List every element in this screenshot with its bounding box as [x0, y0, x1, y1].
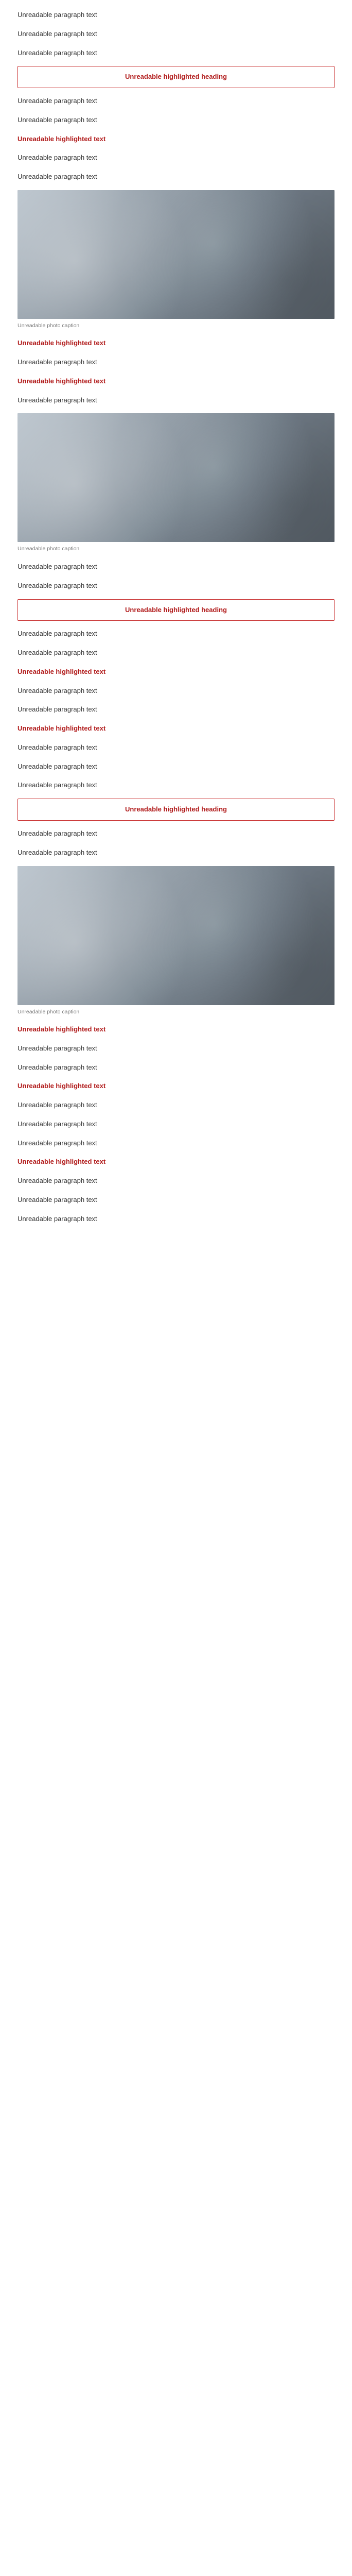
paragraph: Unreadable paragraph text [17, 154, 97, 162]
callout-title: Unreadable highlighted heading [125, 605, 227, 614]
paragraph: Unreadable paragraph text [17, 848, 97, 856]
paragraph: Unreadable paragraph text [17, 743, 97, 751]
photo-caption: Unreadable photo caption [17, 1008, 80, 1015]
paragraph: Unreadable paragraph text [17, 1044, 97, 1052]
paragraph: Unreadable paragraph text [17, 1101, 97, 1109]
paragraph: Unreadable paragraph text [17, 630, 97, 638]
highlighted-paragraph: Unreadable highlighted text [17, 724, 106, 733]
highlighted-paragraph: Unreadable highlighted text [17, 1082, 106, 1090]
article-photo [17, 866, 335, 1005]
paragraph: Unreadable paragraph text [17, 1195, 97, 1204]
paragraph: Unreadable paragraph text [17, 1214, 97, 1223]
paragraph: Unreadable paragraph text [17, 11, 97, 19]
paragraph: Unreadable paragraph text [17, 1177, 97, 1185]
paragraph: Unreadable paragraph text [17, 581, 97, 589]
photo-caption: Unreadable photo caption [17, 546, 80, 552]
paragraph: Unreadable paragraph text [17, 48, 97, 57]
highlighted-paragraph: Unreadable highlighted text [17, 339, 106, 347]
article-content [17, 9, 335, 1232]
paragraph: Unreadable paragraph text [17, 1063, 97, 1071]
paragraph: Unreadable paragraph text [17, 762, 97, 770]
paragraph: Unreadable paragraph text [17, 686, 97, 694]
photo-caption: Unreadable photo caption [17, 322, 80, 329]
callout-box [17, 66, 335, 88]
highlighted-paragraph: Unreadable highlighted text [17, 667, 106, 675]
callout-box [17, 599, 335, 621]
paragraph: Unreadable paragraph text [17, 781, 97, 789]
callout-title: Unreadable highlighted heading [125, 805, 227, 814]
paragraph: Unreadable paragraph text [17, 97, 97, 105]
paragraph: Unreadable paragraph text [17, 705, 97, 714]
article-photo [17, 190, 335, 319]
highlighted-paragraph: Unreadable highlighted text [17, 134, 106, 143]
paragraph: Unreadable paragraph text [17, 29, 97, 38]
callout-box [17, 799, 335, 821]
highlighted-paragraph: Unreadable highlighted text [17, 1025, 106, 1033]
paragraph: Unreadable paragraph text [17, 173, 97, 181]
highlighted-paragraph: Unreadable highlighted text [17, 377, 106, 385]
paragraph: Unreadable paragraph text [17, 358, 97, 366]
callout-title: Unreadable highlighted heading [125, 73, 227, 81]
paragraph: Unreadable paragraph text [17, 1139, 97, 1147]
paragraph: Unreadable paragraph text [17, 1120, 97, 1128]
article-photo [17, 413, 335, 542]
paragraph: Unreadable paragraph text [17, 115, 97, 124]
paragraph: Unreadable paragraph text [17, 649, 97, 657]
paragraph: Unreadable paragraph text [17, 563, 97, 571]
paragraph: Unreadable paragraph text [17, 396, 97, 404]
highlighted-paragraph: Unreadable highlighted text [17, 1158, 106, 1166]
paragraph: Unreadable paragraph text [17, 829, 97, 838]
